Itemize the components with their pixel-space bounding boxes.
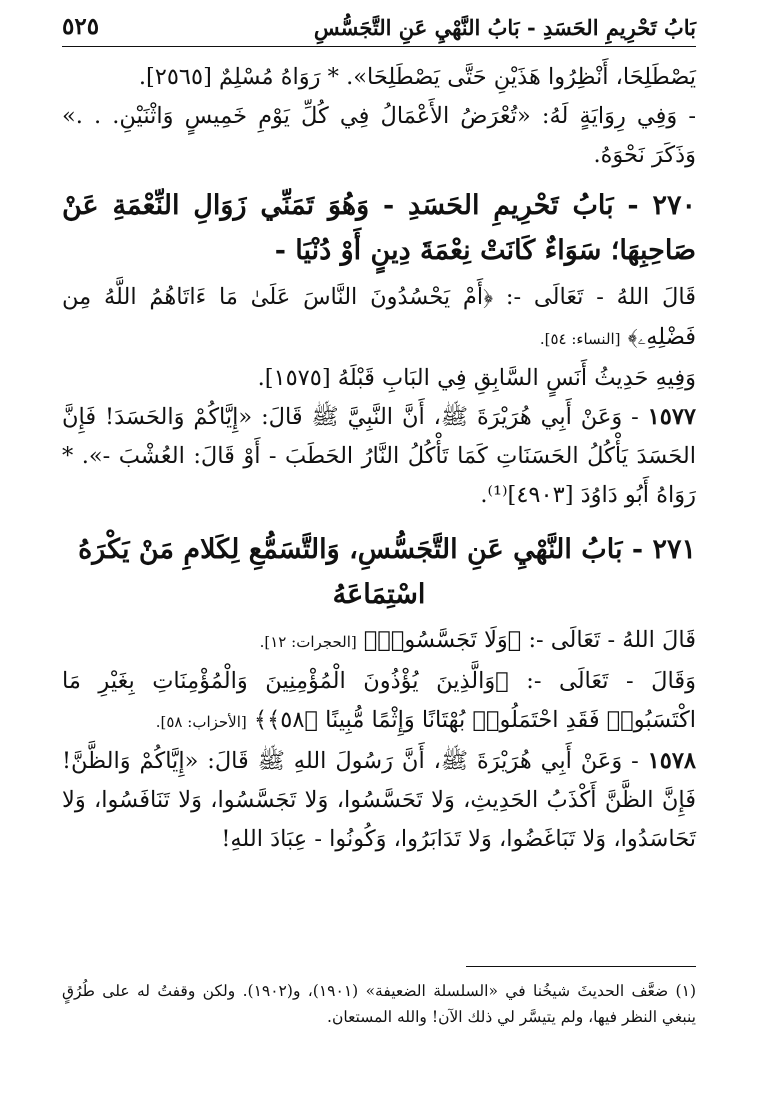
chapter-270-note: وَفِيهِ حَدِيثُ أَنَسٍ السَّابِقِ فِي البَابِ قَبْلَهُ [١٥٧٥]. (257, 365, 696, 391)
hadith-1577 (62, 398, 696, 515)
quran-verse-text: قَالَ اللهُ - تَعَالَى -: ﴿وَلَا تَجَسَّسُوا۟﴾ (363, 627, 696, 653)
paragraph-continuation: يَصْطَلِحَا، أَنْظِرُوا هَذَيْنِ حَتَّى يَصْطَلِحَا». * رَوَاهُ مُسْلِمٌ [٢٥٦٥]. (138, 64, 696, 90)
quran-reference: [النساء: ٥٤]. (539, 330, 621, 348)
hadith-number: ١٥٧٨ (647, 748, 696, 774)
paragraph-narration: - وَفِي رِوَايَةٍ لَهُ: «تُعْرَضُ الأَعْمَالُ فِي كُلِّ يَوْمِ خَمِيسٍ وَاثْنَيْنِ. . .» وَذَكَرَ نَحْوَهُ. (62, 103, 696, 168)
chapter-271-heading-line1: ٢٧١ - بَابُ النَّهْيِ عَنِ التَّجَسُّسِ، وَالتَّسَمُّعِ لِكَلامِ مَنْ يَكْرَهُ (78, 534, 696, 565)
chapter-271-heading-line2: اسْتِمَاعَهُ (332, 579, 426, 610)
chapter-270-heading: ٢٧٠ - بَابُ تَحْرِيمِ الحَسَدِ - وَهُوَ تَمَنِّي زَوَالِ النِّعْمَةِ عَنْ صَاحِبِهَا؛ سَوَاءٌ كَانَتْ نِعْمَةَ دِينٍ أَوْ دُنْيَا - (62, 190, 696, 266)
hadith-text: - وَعَنْ أَبِي هُرَيْرَةَ ﷺ، أَنَّ النَّبِيَّ ﷺ قَالَ: «إِيَّاكُمْ وَالحَسَدَ! فَإِنَّ الحَسَدَ يَأْكُلُ الحَسَنَاتِ كَمَا تَأْكُلُ النَّارُ الحَطَبَ - أَوْ قَالَ: العُشْبَ -». * رَوَاهُ أَبُو دَاوُدَ [٤٩٠٣]⁽¹⁾. (62, 404, 696, 508)
chapter-271-quran-verse-1 (62, 621, 696, 662)
page-number: ٥٢٥ (62, 13, 100, 40)
footnote: (١) ضعَّف الحديثَ شيخُنا في «السلسلة الضعيفة» (١٩٠١)، و(١٩٠٢). ولكن وقفتُ له على طُرُقٍ ينبغي النظر فيها، ولم يتيسَّر لي ذلك الآن! والله المستعان. (62, 982, 696, 1026)
hadith-1578 (62, 742, 696, 859)
running-title: بَابُ تَحْرِيمِ الحَسَدِ - بَابُ النَّهْيِ عَنِ التَّجَسُّسِ (313, 15, 696, 40)
footnote-divider (466, 966, 696, 967)
page-body (62, 58, 696, 859)
hadith-number: ١٥٧٧ (647, 404, 696, 430)
chapter-271-quran-verse-2 (62, 662, 696, 742)
header-divider (62, 46, 696, 47)
quran-verse-text: وَقَالَ - تَعَالَى -: ﴿وَالَّذِينَ يُؤْذُونَ الْمُؤْمِنِينَ وَالْمُؤْمِنَاتِ بِغَيْرِ مَا اكْتَسَبُوا۟ فَقَدِ احْتَمَلُوا۟ بُهْتَانًا وَإِثْمًا مُّبِينًا ﴿٥٨﴾﴾ (62, 668, 696, 733)
quran-reference: [الحجرات: ١٢]. (259, 633, 357, 651)
quran-reference: [الأحزاب: ٥٨]. (155, 713, 247, 731)
chapter-271-heading (62, 527, 696, 617)
quran-verse-text: قَالَ اللهُ - تَعَالَى -: ﴿أَمْ يَحْسُدُونَ النَّاسَ عَلَىٰ مَا ءَاتَاهُمُ اللَّهُ مِن فَضْلِهِۦ﴾ (62, 284, 696, 350)
hadith-text: - وَعَنْ أَبِي هُرَيْرَةَ ﷺ، أَنَّ رَسُولَ اللهِ ﷺ قَالَ: «إِيَّاكُمْ وَالظَّنَّ! فَإِنَّ الظَّنَّ أَكْذَبُ الحَدِيثِ، وَلا تَحَسَّسُوا، وَلا تَجَسَّسُوا، وَلا تَنَافَسُوا، وَلا تَحَاسَدُوا، وَلا تَبَاغَضُوا، وَلا تَدَابَرُوا، وَكُونُوا - عِبَادَ اللهِ! (62, 748, 696, 852)
page-header (62, 6, 696, 40)
chapter-270-quran-verse (62, 277, 696, 359)
